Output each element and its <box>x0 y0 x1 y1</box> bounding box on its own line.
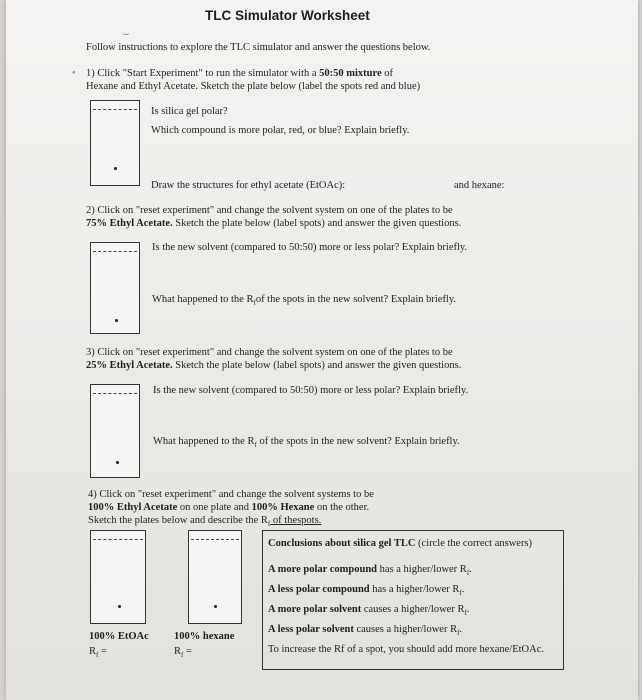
plate-label-etoac: 100% EtOAc <box>89 631 149 642</box>
q3-rf-question <box>153 435 460 452</box>
worksheet-page <box>6 0 638 700</box>
q2-rf-question <box>152 293 456 310</box>
baseline-dashed <box>93 109 137 110</box>
q4-instruction-line3 <box>88 514 321 531</box>
q1-line1-end: of <box>381 68 394 79</box>
conclusion-choice: causes a higher/lower R <box>361 604 465 615</box>
q4-line3-end: of thespots. <box>270 515 322 526</box>
q4-line2-end: on the other. <box>314 502 370 513</box>
q2-rf-text: What happened to the R <box>152 294 254 305</box>
q2-rf-text-end: of the spots in the new solvent? Explain briefly. <box>255 294 457 305</box>
conclusion-end: . <box>461 584 465 595</box>
intro-text: Follow instructions to explore the TLC simulator and answer the questions below. <box>86 42 431 53</box>
conclusion-end: . <box>459 624 463 635</box>
rf-equals: = <box>98 646 107 657</box>
q2-rf-subscript: f <box>253 299 256 308</box>
q1-instruction-line1 <box>86 67 393 80</box>
q3-instruction-line1: 3) Click on "reset experiment" and change the solvent system on one of the plates to be <box>86 347 453 358</box>
conclusion-bold: A less polar compound <box>268 584 370 595</box>
conclusion-bold: A more polar solvent <box>268 604 362 615</box>
conclusion-subscript: f <box>466 569 470 578</box>
tlc-spot <box>214 605 217 608</box>
q4-line3-text: Sketch the plates below and describe the R <box>88 515 268 526</box>
q4-bold-hexane: 100% Hexane <box>251 502 315 513</box>
q1-instruction-line2: Hexane and Ethyl Acetate. Sketch the plate below (label the spots red and blue) <box>86 81 421 92</box>
conclusion-bold: A less polar solvent <box>268 624 354 635</box>
q1-silica-question: Is silica gel polar? <box>151 106 228 117</box>
bullet-dot: • <box>72 68 76 79</box>
q2-line2-text: Sketch the plate below (label spots) and answer the given questions. <box>172 218 462 229</box>
tlc-plate-q1[interactable] <box>90 100 140 186</box>
baseline-dashed <box>93 539 143 540</box>
conclusion-item[interactable] <box>268 603 469 620</box>
q3-rf-subscript: f <box>254 441 257 450</box>
q4-instruction-line1: 4) Click on "reset experiment" and change the solvent systems to be <box>88 489 374 500</box>
q3-rf-text-end: of the spots in the new solvent? Explain briefly. <box>256 436 460 447</box>
rf-subscript: f <box>181 651 184 660</box>
tlc-plate-etoac[interactable] <box>90 530 146 624</box>
conclusion-subscript: f <box>464 609 467 618</box>
conclusion-bold: A more polar compound <box>268 564 377 575</box>
q3-line2-text: Sketch the plate below (label spots) and answer the given questions. <box>172 360 462 371</box>
baseline-dashed <box>93 393 137 394</box>
conclusion-item[interactable] <box>268 563 472 580</box>
q1-draw-hexane: and hexane: <box>454 180 505 191</box>
rf-equals: = <box>183 646 192 657</box>
conclusion-subscript: f <box>457 629 460 638</box>
q2-line2-bold: 75% Ethyl Acetate. <box>86 218 173 229</box>
plate-label-hexane: 100% hexane <box>174 631 235 642</box>
tlc-spot <box>114 167 117 170</box>
conclusion-item[interactable] <box>268 623 462 640</box>
tlc-plate-q3[interactable] <box>90 384 140 478</box>
conclusion-last-item[interactable]: To increase the Rf of a spot, you should add more hexane/EtOAc. <box>268 644 544 655</box>
conclusions-heading-bold: Conclusions about silica gel TLC <box>268 538 416 549</box>
rf-blank-hexane[interactable] <box>174 645 192 662</box>
pen-doodle-mark: ⌣ <box>122 26 130 40</box>
tlc-plate-hexane[interactable] <box>188 530 242 624</box>
page-title: TLC Simulator Worksheet <box>205 8 370 23</box>
conclusion-subscript: f <box>459 589 462 598</box>
conclusions-heading <box>268 537 532 550</box>
q3-rf-text: What happened to the R <box>153 436 255 447</box>
q4-line2-mid: on one plate and <box>177 502 252 513</box>
tlc-spot <box>118 605 121 608</box>
tlc-plate-q2[interactable] <box>90 242 140 334</box>
rf-subscript: f <box>96 651 99 660</box>
q2-instruction-line1: 2) Click on "reset experiment" and change the solvent system on one of the plates to be <box>86 205 453 216</box>
conclusion-item[interactable] <box>268 583 464 600</box>
q2-polarity-question: Is the new solvent (compared to 50:50) more or less polar? Explain briefly. <box>152 242 468 253</box>
q4-line3-subscript: f <box>267 520 271 529</box>
tlc-spot <box>116 461 119 464</box>
conclusion-end: . <box>466 604 470 615</box>
conclusions-box <box>262 530 564 670</box>
rf-letter: R <box>174 646 182 657</box>
q2-instruction-line2 <box>86 217 461 230</box>
conclusions-heading-note: (circle the correct answers) <box>415 538 533 549</box>
conclusion-choice: has a higher/lower R <box>369 584 460 595</box>
conclusion-choice: causes a higher/lower R <box>353 624 458 635</box>
q1-draw-etoac: Draw the structures for ethyl acetate (EtOAc): <box>151 180 346 191</box>
q1-polarity-question: Which compound is more polar, red, or blue? Explain briefly. <box>151 125 410 136</box>
q1-line1-bold: 50:50 mixture <box>319 68 382 79</box>
baseline-dashed <box>93 251 137 252</box>
rf-letter: R <box>89 646 97 657</box>
baseline-dashed <box>191 539 239 540</box>
q1-line1-text: 1) Click "Start Experiment" to run the simulator with a <box>86 68 320 79</box>
tlc-spot <box>115 319 118 322</box>
q4-bold-etoac: 100% Ethyl Acetate <box>88 502 178 513</box>
conclusion-end: . <box>469 564 472 575</box>
q3-instruction-line2 <box>86 359 461 372</box>
q4-instruction-line2 <box>88 501 369 514</box>
q3-line2-bold: 25% Ethyl Acetate. <box>86 360 173 371</box>
q3-polarity-question: Is the new solvent (compared to 50:50) more or less polar? Explain briefly. <box>153 385 469 396</box>
rf-blank-etoac[interactable] <box>89 645 107 662</box>
conclusion-choice: has a higher/lower R <box>377 564 467 575</box>
